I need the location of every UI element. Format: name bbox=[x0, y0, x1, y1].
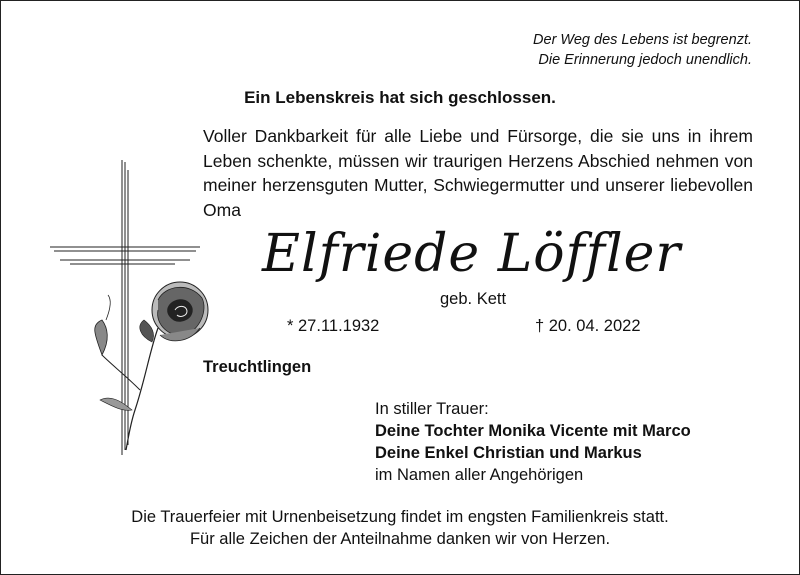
rose-icon bbox=[95, 282, 208, 450]
mourners-relatives: im Namen aller Angehörigen bbox=[375, 466, 584, 484]
footer-line-2: Für alle Zeichen der Anteilnahme danken wir von Herzen. bbox=[189, 530, 611, 548]
mourners-intro: In stiller Trauer: bbox=[375, 400, 489, 418]
notice-heading: Ein Lebenskreis hat sich geschlossen. bbox=[244, 88, 556, 107]
motto-line-1: Der Weg des Lebens ist begrenzt. bbox=[533, 32, 752, 48]
motto bbox=[533, 30, 752, 70]
maiden-name: geb. Kett bbox=[440, 290, 507, 308]
mourner-daughter: Deine Tochter Monika Vicente mit Marco bbox=[375, 422, 691, 440]
birth-date: * 27.11.1932 bbox=[287, 317, 380, 335]
footer-line-1: Die Trauerfeier mit Urnenbeisetzung findet im engsten Familienkreis statt. bbox=[131, 508, 669, 526]
footer-text bbox=[0, 506, 800, 550]
mourner-grandchildren: Deine Enkel Christian und Markus bbox=[375, 444, 642, 462]
mourners-block bbox=[375, 398, 691, 486]
intro-text: Voller Dankbarkeit für alle Liebe und Fürsorge, die sie uns in ihrem Leben schenkte, müssen wir traurigen Herzens Abschied nehmen von meiner herzensguten Mutter, Schwiegermutter und unserer liebevollen Oma bbox=[203, 126, 753, 220]
motto-line-2: Die Erinnerung jedoch unendlich. bbox=[538, 52, 752, 68]
place-of-residence: Treuchtlingen bbox=[203, 358, 312, 376]
cross-rose-decoration bbox=[40, 150, 210, 470]
deceased-name: Elfriede Löffler bbox=[262, 224, 682, 284]
death-date: † 20. 04. 2022 bbox=[535, 317, 641, 335]
